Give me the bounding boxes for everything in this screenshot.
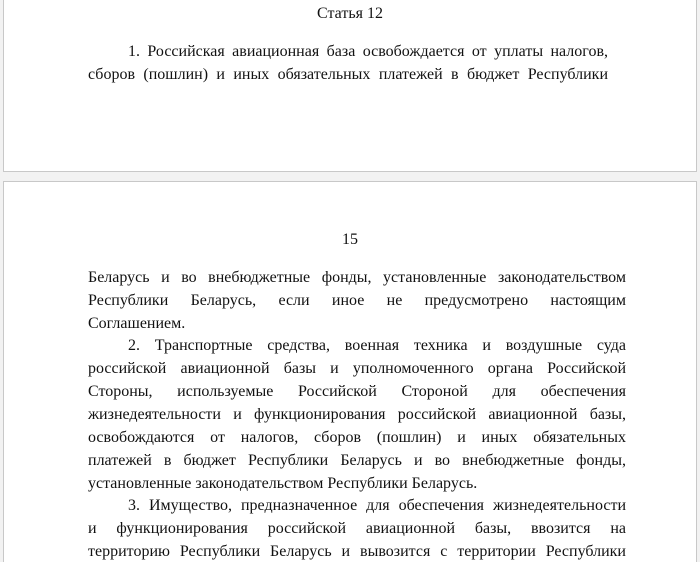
document-page-bottom bbox=[4, 182, 696, 562]
text-line: 2. Транспортные средства, военная техника и воздушные суда bbox=[128, 337, 626, 354]
text-line: Республики Беларусь, если иное не предусмотрено настоящим bbox=[88, 292, 626, 309]
text-line: 3. Имущество, предназначенное для обеспечения жизнедеятельности bbox=[128, 497, 626, 514]
document-page-top bbox=[4, 0, 696, 171]
text-line: установленные законодательством Республики Беларусь. bbox=[88, 475, 478, 492]
text-line: 1. Российская авиационная база освобождается от уплаты налогов, bbox=[128, 43, 608, 60]
text-line: жизнедеятельности и функционирования российской авиационной базы, bbox=[88, 406, 626, 423]
article-heading: Статья 12 bbox=[317, 5, 383, 22]
text-line: и функционирования российской авиационной базы, ввозится на bbox=[88, 520, 626, 537]
text-line: российской авиационной базы и уполномоченного органа Российской bbox=[88, 360, 626, 377]
text-line: Стороны, используемые Российской Стороной для обеспечения bbox=[88, 383, 626, 400]
page-number: 15 bbox=[342, 231, 358, 248]
text-line: территорию Республики Беларусь и вывозится с территории Республики bbox=[88, 543, 626, 560]
text-line: платежей в бюджет Республики Беларусь и во внебюджетные фонды, bbox=[88, 452, 626, 469]
text-line: Соглашением. bbox=[88, 315, 186, 332]
text-line: сборов (пошлин) и иных обязательных платежей в бюджет Республики bbox=[88, 66, 608, 83]
text-line: освобождаются от налогов, сборов (пошлин) и иных обязательных bbox=[88, 429, 626, 446]
text-line: Беларусь и во внебюджетные фонды, установленные законодательством bbox=[88, 269, 626, 286]
